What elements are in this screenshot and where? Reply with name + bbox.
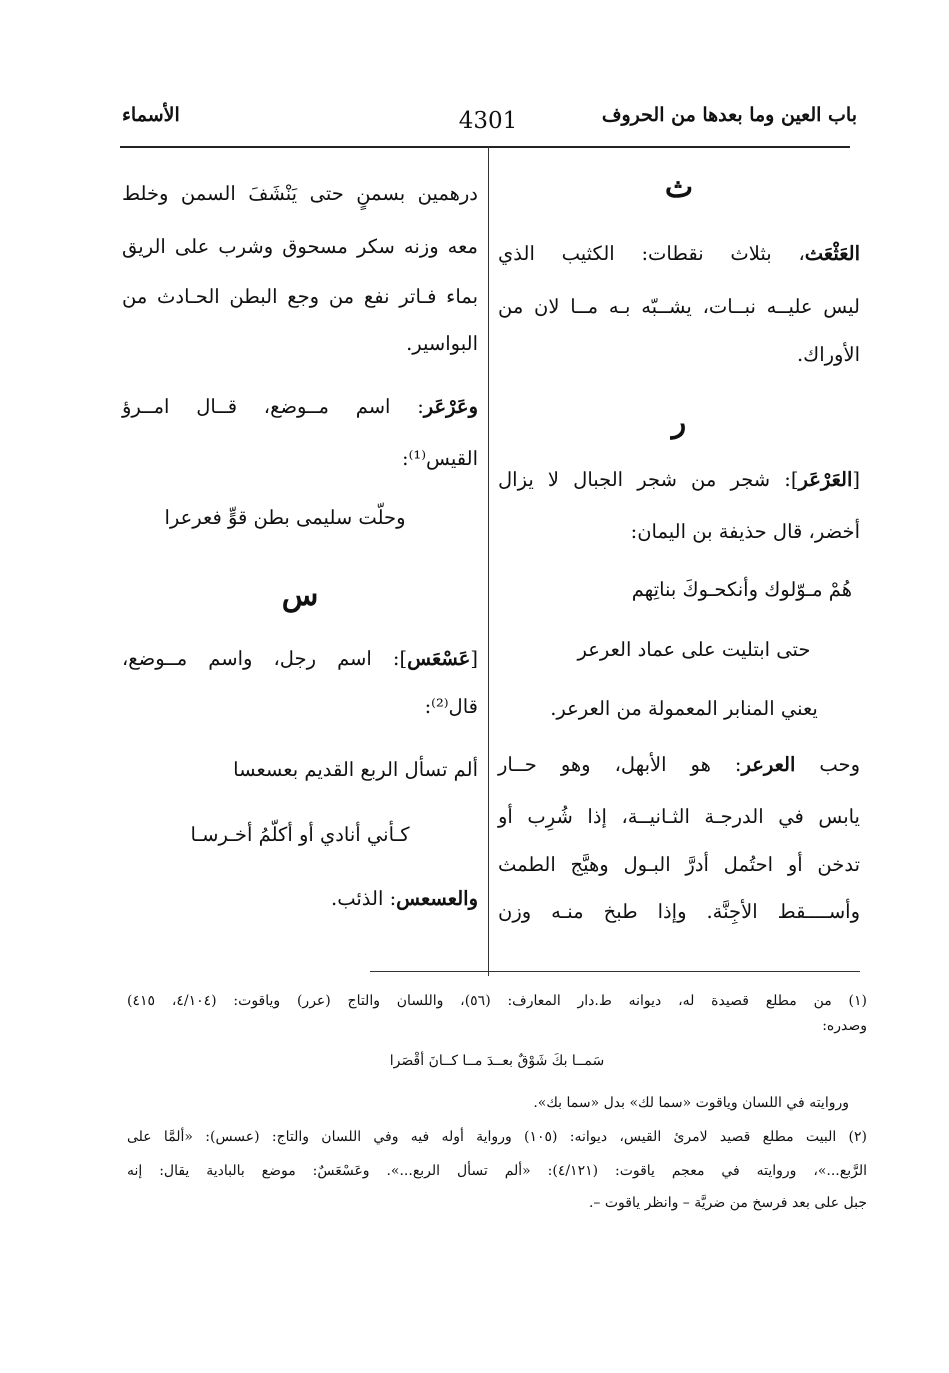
entry-line: البواسير.	[406, 332, 478, 355]
column-divider	[488, 146, 489, 976]
bracket: [	[852, 468, 860, 491]
entry-line: أخضر، قال حذيفة بن اليمان:	[630, 520, 860, 543]
verse-line: كـأني أنادي أو أكلّمُ أخـرسـا	[190, 823, 410, 846]
entry-headword: العَرْعَر	[798, 468, 853, 491]
entry-line: بماء فـاتر نفع من وجع البطن الحـادث من	[122, 285, 478, 308]
verse-line: ألم تسأل الربع القديم بعسعسا	[233, 758, 478, 781]
page-number: 4301	[458, 108, 518, 134]
verse-line: وحلّت سليمى بطن قوٍّ فعرعرا	[164, 506, 406, 529]
entry-line	[122, 647, 478, 670]
entry-text: : اسم مــوضع، قــال امــرؤ	[122, 395, 424, 418]
footnote-line: (٢) البيت مطلع قصيد لامرئ القيس، ديوانه: (١٠٥) ورواية أوله فيه وفي اللسان والتاج: (عسس): «ألمَّا على	[127, 1129, 867, 1145]
entry-line: قال⁽²⁾:	[424, 695, 478, 718]
letter-heading-tha: ث	[664, 170, 694, 205]
entry-line: وأســــقط الأجِنَّة. وإذا طبخ منـه وزن	[498, 900, 860, 923]
footnote-rule	[370, 971, 860, 972]
entry-headword: العرعر	[741, 753, 796, 776]
entry-line: ليس عليــه نبــات، يشــبّه بـه مــا لان من	[498, 295, 860, 318]
entry-line: يابس في الدرجـة الثـانيــة، إذا شُرِب أو	[498, 805, 860, 828]
footnote-line: (١) من مطلع قصيدة له، ديوانه ط.دار المعارف: (٥٦)، واللسان والتاج (عرر) وياقوت: (٤/١٠٤، ٤١٥)	[127, 993, 868, 1009]
entry-headword: عَسْعَس	[407, 647, 471, 670]
entry-line	[122, 395, 478, 418]
footnote-verse: سَمــا بكَ شَوْقٌ بعــدَ مــا كــانَ أقْصَرا	[389, 1053, 605, 1069]
entry-line: الأوراك.	[796, 343, 860, 366]
letter-heading-sin: س	[281, 578, 319, 613]
header-rule	[120, 146, 850, 148]
entry-headword: وعَرْعَر	[423, 395, 478, 418]
entry-headword: والعسعس	[396, 887, 478, 910]
entry-line: القيس⁽¹⁾:	[402, 447, 478, 470]
chapter-title: باب العين وما بعدها من الحروف	[601, 104, 857, 126]
verse-line: حتى ابتليت على عماد العرعر	[577, 638, 811, 661]
entry-text: وحب	[795, 753, 860, 776]
verse-line: هُمْ مـوّلوك وأنكحـوكَ بناتِهم	[631, 578, 852, 601]
entry-line: معه وزنه سكر مسحوق وشرب على الريق	[122, 235, 478, 258]
entry-text: ]: اسم رجل، واسم مــوضع،	[122, 647, 408, 670]
entry-text: ]: شجر من شجر الجبال لا يزال	[498, 468, 799, 491]
footnote-line: وصدره:	[822, 1018, 867, 1034]
bracket: [	[470, 647, 478, 670]
entry-line: درهمين بسمنٍ حتى يَنْشَفَ السمن وخلط	[122, 182, 478, 205]
entry-text: ، بثلاث نقطات: الكثيب الذي	[498, 242, 805, 265]
entry-line	[498, 753, 860, 776]
entry-text: : هو الأبهل، وهو حــار	[498, 753, 742, 776]
entry-line: يعني المنابر المعمولة من العرعر.	[550, 697, 818, 720]
footnote-line: جبل على بعد فرسخ من ضريَّة – وانظر ياقوت –.	[588, 1195, 867, 1211]
footnote-line: وروايته في اللسان وياقوت «سما لك» بدل «سما بك».	[533, 1095, 849, 1111]
section-title: الأسماء	[122, 104, 180, 126]
entry-line	[498, 242, 860, 265]
entry-line: تدخن أو احتُمل أدرَّ البـول وهيَّج الطمث	[498, 853, 860, 876]
entry-headword: العَثْعَث	[804, 242, 860, 265]
entry-line	[122, 887, 478, 910]
letter-heading-ra: ر	[671, 405, 687, 440]
entry-line	[498, 468, 860, 491]
entry-text: : الذئب.	[331, 887, 397, 910]
footnote-line: الرَّبع...»، وروايته في معجم ياقوت: (٤/١٢١): «ألم تسأل الربع...». وعَسْعَسٌ: موضع بالبادية يقال: إنه	[127, 1163, 867, 1179]
